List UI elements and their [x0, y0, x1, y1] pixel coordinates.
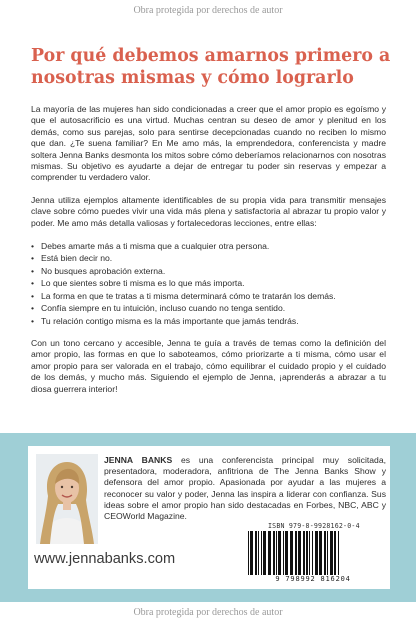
- barcode-bar: [338, 531, 339, 575]
- list-item: • Tu relación contigo misma es la más importante que jamás tendrás.: [31, 315, 386, 327]
- barcode-bar: [268, 531, 271, 575]
- back-cover-title: Por qué debemos amarnos primero a nosotras mismas y cómo lograrlo: [31, 46, 391, 88]
- author-bio-text: es una conferencista principal muy solicitada, presentadora, moderadora, anfitriona de The Jenna Banks Show y defensora del amor propio. Apasionada por ayudar a las mujeres a reconocer su valor y poder, Jenna las inspira a liderar con confianza. Sus ideas sobre el amor propio han sido destacadas en Forbes, NBC, ABC y CEOWorld Magazine.: [104, 455, 386, 522]
- barcode-bar: [298, 531, 301, 575]
- barcode-bar: [315, 531, 318, 575]
- author-name: JENNA BANKS: [104, 455, 173, 465]
- barcode-bar: [303, 531, 305, 575]
- barcode-bar: [258, 531, 259, 575]
- barcode-bar: [290, 531, 293, 575]
- barcode-bar: [263, 531, 266, 575]
- list-item: • Está bien decir no.: [31, 252, 386, 264]
- lessons-list: [31, 240, 386, 327]
- description-text: [31, 104, 386, 406]
- barcode-bar: [306, 531, 308, 575]
- list-item: • Lo que sientes sobre ti misma es lo que más importa.: [31, 277, 386, 289]
- barcode-bar: [285, 531, 288, 575]
- author-card: [28, 446, 390, 589]
- barcode-bar: [324, 531, 326, 575]
- examples-paragraph: Jenna utiliza ejemplos altamente identificables de su propia vida para transmitir mensajes clave sobre cómo puedes vivir una vida más plena y satisfactoria al abrazar tu propio valor y poder. Me amo más detalla valiosas y fortalecedoras lecciones, entre ellas:: [31, 194, 386, 228]
- barcode-bar: [309, 531, 310, 575]
- barcode-bar: [334, 531, 336, 575]
- barcode-bar: [278, 531, 281, 575]
- list-item: • Debes amarte más a ti misma que a cualquier otra persona.: [31, 240, 386, 252]
- barcode-bar: [273, 531, 275, 575]
- isbn-label: ISBN 979-8-9928162-0-4: [268, 522, 360, 530]
- author-panel: [0, 433, 416, 602]
- barcode-bar: [295, 531, 297, 575]
- barcode-bar: [283, 531, 284, 575]
- barcode-bars: [246, 531, 380, 575]
- author-photo: [36, 454, 98, 544]
- barcode-digits: 9 798992 816204: [275, 575, 351, 583]
- barcode-bar: [255, 531, 257, 575]
- barcode-bar: [330, 531, 333, 575]
- barcode-bar: [250, 531, 253, 575]
- list-item: • Confía siempre en tu intuición, incluso cuando no tenga sentido.: [31, 302, 386, 314]
- barcode-bar: [248, 531, 249, 575]
- author-website: www.jennabanks.com: [34, 551, 176, 567]
- barcode-bar: [327, 531, 328, 575]
- closing-paragraph: Con un tono cercano y accesible, Jenna te guía a través de temas como la definición del amor propio, las formas en que lo saboteamos, cómo priorizarte a ti misma, cómo usar el amor propio para ser valorada en el trabajo, cómo equilibrar el cuidado propio y el cuidado de los demás, y mucho más. Siguiendo el ejemplo de Jenna, ¡aprenderás a abrazar a tu diosa guerrera interior!: [31, 337, 386, 394]
- author-bio: [104, 455, 386, 522]
- barcode-bar: [261, 531, 262, 575]
- author-portrait-image: [36, 454, 98, 544]
- barcode-bar: [312, 531, 313, 575]
- copyright-watermark-top: Obra protegida por derechos de autor: [133, 5, 283, 16]
- intro-paragraph: La mayoría de las mujeres han sido condicionadas a creer que el amor propio es egoísmo y que el autosacrificio es una virtud. Muchas centran su deseo de amor y plenitud en los demás, como sus parejas, solo para sentirse decepcionadas cuando no reciben lo mismo que dan. ¿Te suena familiar? En Me amo más, la emprendedora, conferencista y madre soltera Jenna Banks desmonta los mitos sobre cómo deberíamos relacionarnos con nosotras mismas. Su objetivo es ayudarte a dejar de entregar tu poder sin reservas y empezar a comprender tu verdadero valor.: [31, 104, 386, 183]
- barcode-bar: [276, 531, 277, 575]
- list-item: • La forma en que te tratas a ti misma determinará cómo te tratarán los demás.: [31, 290, 386, 302]
- barcode: [240, 521, 386, 585]
- barcode-bar: [319, 531, 322, 575]
- copyright-watermark-bottom: Obra protegida por derechos de autor: [133, 607, 283, 618]
- list-item: • No busques aprobación externa.: [31, 265, 386, 277]
